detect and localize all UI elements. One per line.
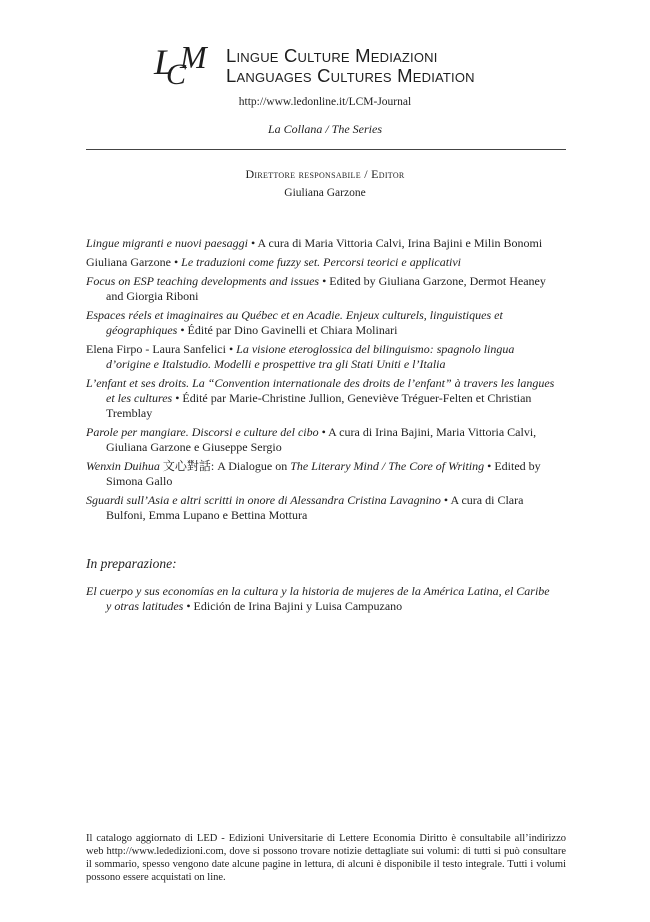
book-credit: • Édité par Dino Gavinelli et Chiara Molinari [177, 323, 398, 337]
book-entry [86, 584, 556, 614]
book-title: Parole per mangiare. Discorsi e culture del cibo [86, 425, 319, 439]
book-title: Wenxin Duihua [86, 459, 160, 473]
book-title: The Literary Mind / The Core of Writing [290, 459, 485, 473]
book-entry [86, 274, 556, 304]
book-title: Le traduzioni come fuzzy set. Percorsi teorici e applicativi [181, 255, 462, 269]
book-credit: Giuliana Garzone • [86, 255, 182, 269]
book-credit: • A cura di Clara Bulfoni, Emma Lupano e Bettina Mottura [106, 493, 524, 522]
journal-titles [226, 46, 475, 86]
series-list [86, 236, 556, 523]
book-entry [86, 459, 556, 489]
svg-text:M: M [180, 40, 207, 75]
lcm-logo-icon [152, 40, 218, 88]
book-entry [86, 493, 556, 523]
svg-text:L: L [154, 42, 175, 82]
title-italian: Lingue Culture Mediazioni [226, 45, 438, 66]
book-entry [86, 255, 556, 270]
book-credit: • A cura di Irina Bajini, Maria Vittoria Calvi, Giuliana Garzone e Giuseppe Sergio [106, 425, 537, 454]
journal-url: http://www.ledonline.it/LCM-Journal [238, 96, 412, 108]
book-title: L’enfant et ses droits. La “Convention internationale des droits de l’enfant” à travers les langues et les cultures [86, 376, 555, 405]
book-credit: Elena Firpo - Laura Sanfelici • [86, 342, 237, 356]
book-title: La visione eteroglossica del bilinguismo: spagnolo lingua d’origine e Italstudio. Modelli e prospettive tra gli Stati Uniti e l’Italia [106, 342, 515, 371]
book-credit: • Edited by Simona Gallo [106, 459, 541, 488]
series-label: La Collana / The Series [267, 122, 382, 136]
book-entry [86, 308, 556, 338]
book-entry [86, 342, 556, 372]
book-credit: 文心對話: A Dialogue on [159, 459, 291, 473]
book-title: Sguardi sull’Asia e altri scritti in onore di Alessandra Cristina Lavagnino [86, 493, 441, 507]
book-title: Focus on ESP teaching developments and issues [86, 274, 320, 288]
book-title: El cuerpo y sus economías en la cultura y la historia de mujeres de la América Latina, el Caribe y otras latitudes [86, 584, 550, 613]
preparation-list [86, 584, 556, 614]
svg-text:C: C [166, 58, 187, 88]
catalog-note: Il catalogo aggiornato di LED - Edizioni Universitarie di Lettere Economia Diritto è consultabile all’indirizzo web http://www.lededizioni.com, dove si possono trovare notizie dettagliate sui volumi: di tutti si può consultare il sommario, spesso vengono date alcune pagine in lettura, di alcuni è disponibile il testo integrale. Tutti i volumi possono essere acquistati on line. [86, 833, 566, 883]
book-credit: • Édité par Marie-Christine Jullion, Geneviève Tréguer-Felten et Christian Tremblay [106, 391, 532, 420]
editor-name: Giuliana Garzone [284, 187, 366, 199]
preparation-heading: In preparazione: [86, 556, 177, 571]
book-credit: • Edited by Giuliana Garzone, Dermot Heaney and Giorgia Riboni [106, 274, 546, 303]
book-credit: • A cura di Maria Vittoria Calvi, Irina Bajini e Milin Bonomi [248, 236, 543, 250]
lcm-logo [152, 40, 218, 88]
title-english: Languages Cultures Mediation [226, 65, 475, 86]
book-title: Espaces réels et imaginaires au Québec et en Acadie. Enjeux culturels, linguistiques et géographiques [86, 308, 503, 337]
book-entry [86, 376, 556, 421]
divider [86, 149, 566, 150]
book-entry [86, 236, 556, 251]
editor-heading: Direttore responsabile / Editor [245, 167, 405, 181]
book-title: Lingue migranti e nuovi paesaggi [86, 236, 248, 250]
book-entry [86, 425, 556, 455]
book-credit: • Edición de Irina Bajini y Luisa Campuzano [183, 599, 403, 613]
